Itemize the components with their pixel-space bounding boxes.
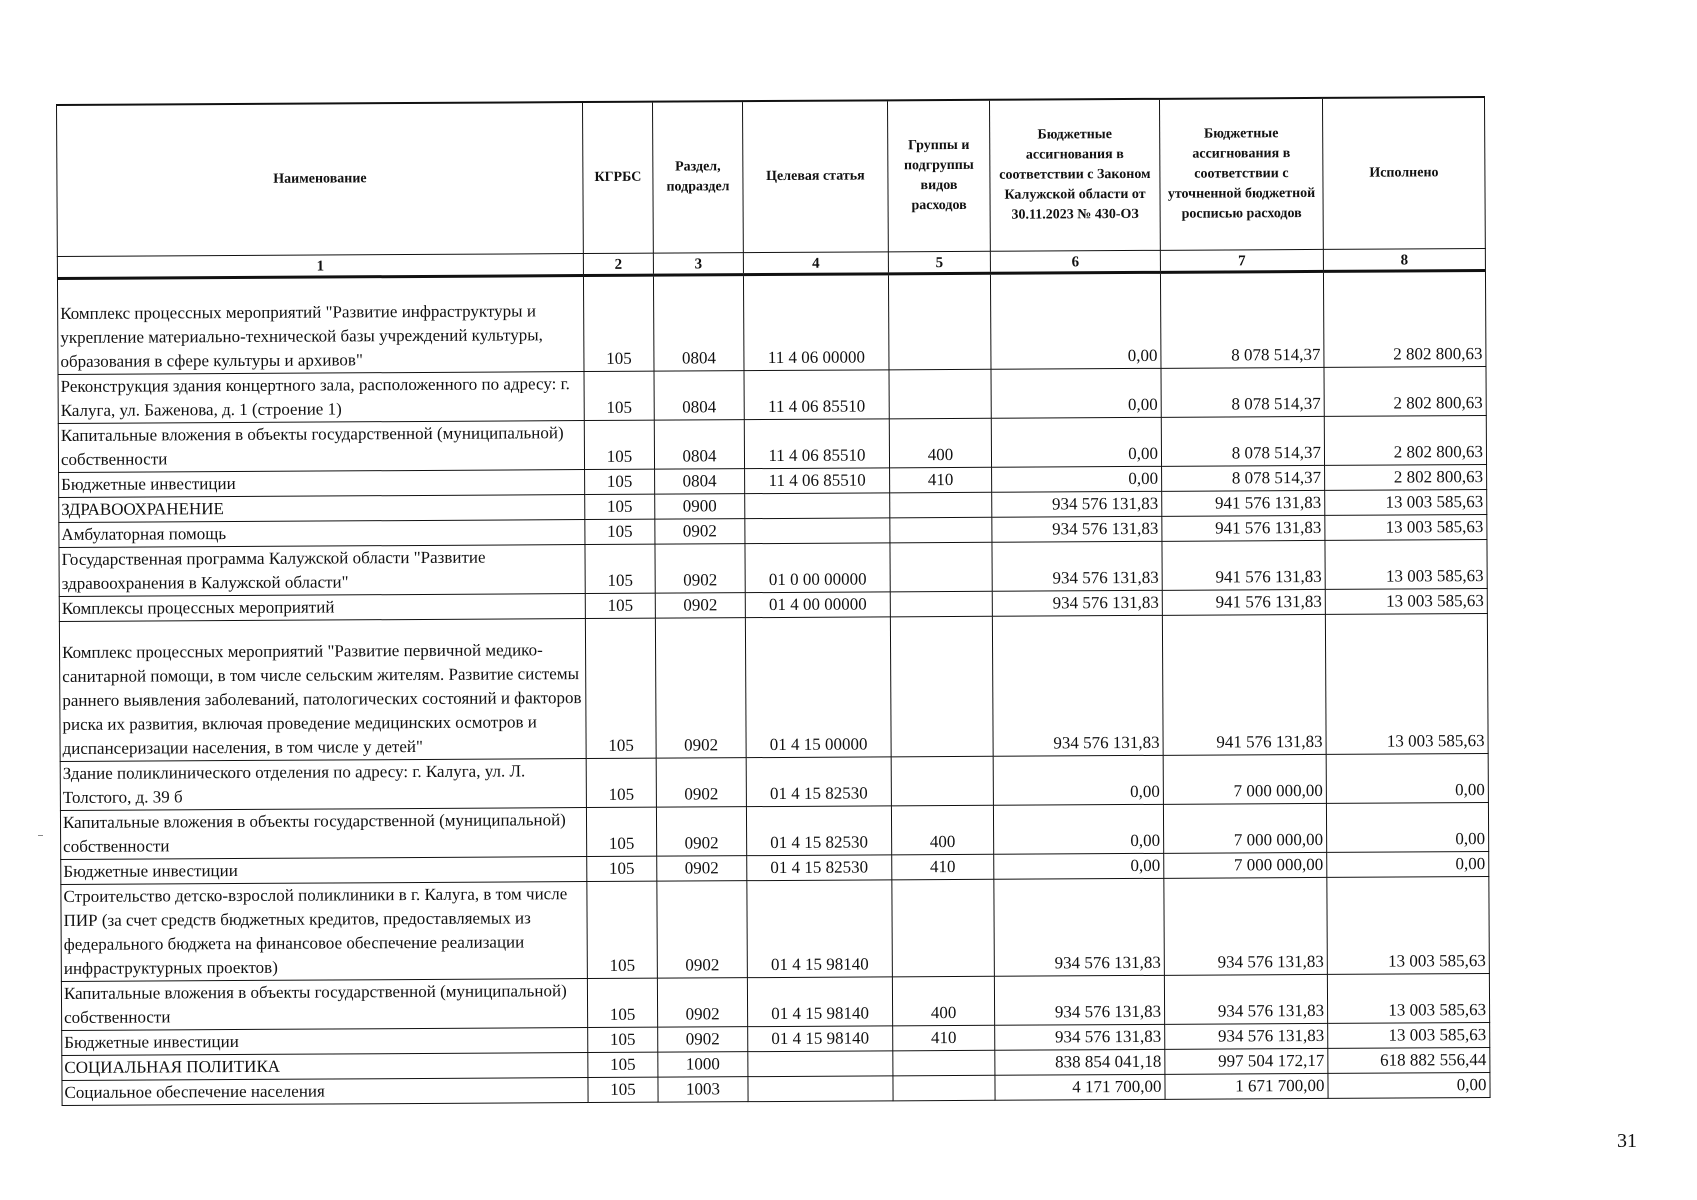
table-row (60, 803, 1488, 860)
header-name: Наименование (57, 102, 584, 256)
cell-law-amount: 0,00 (992, 466, 1162, 492)
cell-kgrbs: 105 (587, 881, 658, 978)
cell-law-amount: 934 576 131,83 (992, 491, 1162, 517)
cell-kgrbs: 105 (586, 807, 656, 856)
cell-target-article: 01 0 00 00000 (745, 543, 890, 593)
cell-name: Реконструкция здания концертного зала, расположенного по адресу: г. Калуга, ул. Баженова, д. 1 (строение 1) (58, 372, 584, 424)
column-number: 6 (990, 250, 1160, 273)
column-number: 5 (888, 251, 990, 274)
cell-kgrbs: 105 (583, 275, 654, 371)
cell-law-amount: 934 576 131,83 (992, 516, 1162, 542)
cell-refined-amount: 941 576 131,83 (1162, 515, 1325, 541)
header-law-appropriations: Бюджетные ассигнования в соответствии с Законом Калужской области от 30.11.2023 № 430-ОЗ (989, 99, 1160, 251)
table-row (57, 271, 1486, 375)
cell-law-amount: 934 576 131,83 (992, 590, 1162, 616)
cell-executed-amount: 13 003 585,63 (1325, 589, 1487, 615)
cell-name: Капитальные вложения в объекты государственной (муниципальной) собственности (60, 808, 586, 860)
cell-refined-amount: 934 576 131,83 (1165, 1023, 1328, 1049)
cell-section: 0804 (653, 275, 744, 372)
cell-expense-group (893, 1050, 995, 1076)
cell-executed-amount: 2 802 800,63 (1325, 465, 1487, 491)
header-kgrbs: КГРБС (582, 102, 653, 254)
cell-section: 0902 (655, 519, 745, 545)
cell-executed-amount: 0,00 (1328, 1073, 1490, 1099)
header-row (57, 97, 1486, 256)
cell-section: 0902 (655, 618, 746, 759)
cell-target-article: 01 4 15 82530 (746, 806, 891, 856)
cell-section: 0902 (657, 978, 747, 1028)
cell-target-article: 01 4 15 00000 (745, 617, 891, 758)
cell-law-amount: 934 576 131,83 (994, 975, 1164, 1025)
cell-kgrbs: 105 (588, 1052, 658, 1077)
cell-law-amount: 934 576 131,83 (994, 878, 1165, 976)
cell-executed-amount: 13 003 585,63 (1327, 877, 1490, 975)
cell-expense-group (889, 369, 991, 419)
cell-expense-group: 410 (893, 1025, 995, 1051)
column-number: 3 (653, 253, 743, 276)
cell-refined-amount: 941 576 131,83 (1162, 490, 1325, 516)
cell-section: 0804 (654, 371, 744, 421)
cell-name: Комплексы процессных мероприятий (59, 594, 585, 622)
cell-expense-group: 410 (890, 467, 992, 493)
cell-name: Капитальные вложения в объекты государственной (муниципальной) собственности (61, 979, 587, 1031)
header-target-article: Целевая статья (742, 100, 888, 252)
cell-refined-amount: 8 078 514,37 (1161, 367, 1324, 417)
cell-expense-group: 400 (892, 976, 994, 1026)
cell-name: Бюджетные инвестиции (61, 857, 587, 885)
cell-law-amount: 0,00 (993, 804, 1163, 854)
cell-executed-amount: 13 003 585,63 (1325, 490, 1487, 516)
cell-name: СОЦИАЛЬНАЯ ПОЛИТИКА (62, 1053, 588, 1081)
cell-refined-amount: 934 576 131,83 (1164, 974, 1327, 1024)
cell-law-amount: 4 171 700,00 (995, 1074, 1165, 1100)
cell-name: Строительство детско-взрослой поликлиники в г. Калуга, в том числе ПИР (за счет средств бюджетных кредитов, предоставляемых из федерального бюджета на финансовое обеспечение реализации инфраструктурных проектов) (61, 882, 588, 982)
cell-name: Государственная программа Калужской области "Развитие здравоохранения в Калужской области" (59, 545, 585, 597)
cell-expense-group (893, 1075, 995, 1101)
cell-kgrbs: 105 (585, 618, 656, 758)
cell-kgrbs: 105 (586, 758, 656, 807)
page-number: 31 (1617, 1130, 1637, 1152)
cell-executed-amount: 2 802 800,63 (1324, 416, 1486, 466)
cell-section: 0902 (657, 881, 748, 979)
table-row (61, 877, 1490, 982)
cell-target-article: 01 4 15 82530 (747, 855, 892, 881)
cell-executed-amount: 2 802 800,63 (1324, 367, 1486, 417)
cell-executed-amount: 13 003 585,63 (1327, 974, 1489, 1024)
cell-expense-group (890, 616, 993, 757)
cell-target-article: 01 4 00 00000 (745, 592, 890, 618)
cell-kgrbs: 105 (584, 371, 654, 420)
table-row (60, 754, 1488, 811)
header-section: Раздел, подраздел (652, 101, 743, 253)
cell-section: 1003 (658, 1077, 748, 1103)
cell-expense-group: 410 (892, 854, 994, 880)
cell-expense-group (890, 542, 992, 592)
cell-name: Капитальные вложения в объекты государственной (муниципальной) собственности (58, 421, 584, 473)
cell-target-article (748, 1051, 893, 1077)
cell-expense-group (892, 879, 995, 977)
cell-section: 0902 (655, 544, 745, 594)
column-number: 4 (743, 252, 888, 275)
cell-target-article: 01 4 15 98140 (747, 977, 892, 1027)
cell-law-amount: 838 854 041,18 (995, 1049, 1165, 1075)
cell-refined-amount: 941 576 131,83 (1162, 614, 1326, 755)
cell-section: 0902 (656, 807, 746, 857)
table-row (58, 416, 1486, 473)
cell-executed-amount: 0,00 (1327, 852, 1489, 878)
cell-name: Комплекс процессных мероприятий "Развитие первичной медико-санитарной помощи, в том числе сельским жителям. Развитие системы раннего выявления заболеваний, патологических состояний и факторов риска их развития, включая проведение медицинских осмотров и диспансеризации населения, в том числе у детей" (59, 619, 586, 762)
budget-table (56, 96, 1491, 1106)
cell-refined-amount: 941 576 131,83 (1162, 540, 1325, 590)
cell-target-article: 11 4 06 85510 (745, 468, 890, 494)
table-row (58, 367, 1486, 424)
cell-refined-amount: 7 000 000,00 (1163, 803, 1326, 853)
cell-kgrbs: 105 (588, 1027, 658, 1052)
cell-kgrbs: 105 (588, 1077, 658, 1102)
cell-name: Социальное обеспечение населения (62, 1078, 588, 1106)
cell-law-amount: 934 576 131,83 (995, 1024, 1165, 1050)
cell-kgrbs: 105 (585, 494, 655, 519)
cell-law-amount: 0,00 (993, 755, 1163, 805)
table-row (61, 974, 1489, 1031)
cell-name: Комплекс процессных мероприятий "Развитие инфраструктуры и укрепление материально-технической базы учреждений культуры, образования в сфере культуры и архивов" (57, 276, 584, 375)
cell-law-amount: 0,00 (991, 417, 1161, 467)
cell-refined-amount: 8 078 514,37 (1160, 271, 1324, 368)
cell-refined-amount: 941 576 131,83 (1162, 589, 1325, 615)
cell-target-article (748, 1076, 893, 1102)
cell-executed-amount: 13 003 585,63 (1325, 540, 1487, 590)
cell-refined-amount: 7 000 000,00 (1164, 852, 1327, 878)
cell-target-article: 11 4 06 85510 (744, 370, 889, 420)
table-row (59, 540, 1487, 597)
cell-section: 0902 (656, 758, 746, 808)
cell-executed-amount: 618 882 556,44 (1328, 1048, 1490, 1074)
cell-kgrbs: 105 (587, 856, 657, 881)
cell-section: 0902 (658, 1027, 748, 1053)
cell-refined-amount: 7 000 000,00 (1163, 754, 1326, 804)
cell-target-article: 01 4 15 98140 (748, 1026, 893, 1052)
cell-name: Бюджетные инвестиции (59, 470, 585, 498)
cell-law-amount: 934 576 131,83 (992, 541, 1162, 591)
cell-law-amount: 0,00 (991, 368, 1161, 418)
cell-target-article: 01 4 15 98140 (747, 880, 893, 978)
cell-target-article (745, 493, 890, 519)
cell-expense-group (888, 273, 991, 370)
cell-expense-group (890, 591, 992, 617)
cell-refined-amount: 1 671 700,00 (1165, 1073, 1328, 1099)
cell-law-amount: 0,00 (990, 272, 1161, 369)
cell-executed-amount: 13 003 585,63 (1325, 515, 1487, 541)
cell-section: 0900 (655, 494, 745, 520)
cell-name: ЗДРАВООХРАНЕНИЕ (59, 495, 585, 523)
cell-section: 0902 (657, 856, 747, 882)
cell-name: Бюджетные инвестиции (62, 1028, 588, 1056)
cell-kgrbs: 105 (585, 544, 655, 593)
header-executed: Исполнено (1322, 97, 1485, 249)
cell-executed-amount: 2 802 800,63 (1323, 271, 1486, 368)
cell-kgrbs: 105 (584, 420, 654, 469)
cell-executed-amount: 0,00 (1326, 803, 1488, 853)
cell-target-article: 11 4 06 85510 (744, 419, 889, 469)
column-number: 2 (583, 253, 653, 275)
cell-name: Здание поликлинического отделения по адресу: г. Калуга, ул. Л. Толстого, д. 39 б (60, 759, 586, 811)
column-number: 8 (1323, 249, 1485, 272)
cell-expense-group (891, 756, 993, 806)
cell-expense-group (890, 492, 992, 518)
cell-kgrbs: 105 (585, 469, 655, 494)
cell-refined-amount: 934 576 131,83 (1164, 877, 1328, 975)
cell-target-article: 01 4 15 82530 (746, 757, 891, 807)
cell-law-amount: 934 576 131,83 (992, 615, 1163, 756)
cell-target-article (745, 518, 890, 544)
cell-refined-amount: 8 078 514,37 (1161, 416, 1324, 466)
cell-expense-group: 400 (891, 805, 993, 855)
column-number: 1 (57, 254, 583, 279)
header-expense-groups: Группы и подгруппы видов расходов (887, 100, 990, 252)
cell-section: 1000 (658, 1052, 748, 1078)
cell-refined-amount: 997 504 172,17 (1165, 1048, 1328, 1074)
cell-section: 0804 (655, 469, 745, 495)
cell-executed-amount: 0,00 (1326, 754, 1488, 804)
cell-expense-group (890, 517, 992, 543)
header-refined-appropriations: Бюджетные ассигнования в соответствии с уточненной бюджетной росписью расходов (1159, 98, 1323, 250)
column-number: 7 (1160, 249, 1323, 272)
cell-kgrbs: 105 (585, 593, 655, 618)
cell-expense-group: 400 (889, 418, 991, 468)
table-body (57, 271, 1490, 1106)
cell-executed-amount: 13 003 585,63 (1325, 614, 1488, 755)
cell-executed-amount: 13 003 585,63 (1328, 1023, 1490, 1049)
cell-section: 0902 (655, 593, 745, 619)
cell-law-amount: 0,00 (994, 853, 1164, 879)
cell-target-article: 11 4 06 00000 (743, 274, 889, 371)
cell-name: Амбулаторная помощь (59, 520, 585, 548)
table-row (59, 614, 1488, 762)
cell-kgrbs: 105 (585, 519, 655, 544)
cell-refined-amount: 8 078 514,37 (1162, 465, 1325, 491)
cell-section: 0804 (654, 420, 744, 470)
scan-mark (38, 835, 43, 836)
cell-kgrbs: 105 (587, 978, 657, 1027)
